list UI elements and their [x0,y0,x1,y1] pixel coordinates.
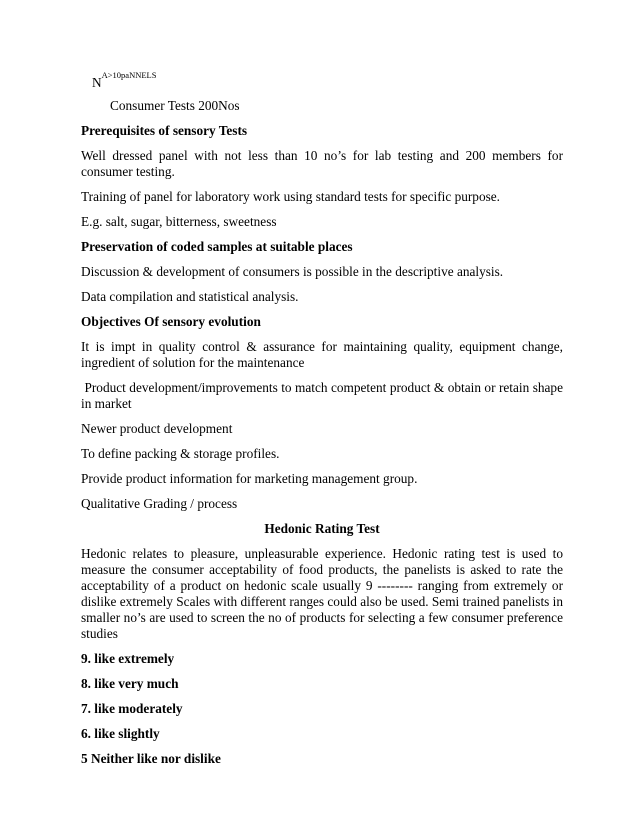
objectives-paragraph-6: Qualitative Grading / process [81,496,238,511]
objectives-heading: Objectives Of sensory evolution [81,314,261,329]
objectives-paragraph-2: Product development/improvements to match competent product & obtain or retain shape in market [81,380,567,411]
scale-item-7: 7. like moderately [81,701,183,716]
header-superscript: A>10paNNELS [101,70,157,80]
prerequisites-paragraph-2: Training of panel for laboratory work using standard tests for specific purpose. [81,189,501,204]
preservation-paragraph-1: Discussion & development of consumers is possible in the descriptive analysis. [81,264,504,279]
objectives-paragraph-5: Provide product information for marketing management group. [81,471,418,486]
scale-item-6: 6. like slightly [81,726,160,741]
prerequisites-paragraph-1: Well dressed panel with not less than 10 no’s for lab testing and 200 members for consumer testing. [81,148,563,179]
preservation-heading: Preservation of coded samples at suitable places [81,239,353,254]
hedonic-paragraph: Hedonic relates to pleasure, unpleasurable experience. Hedonic rating test is used to measure the consumer acceptability of food products, the panelists is asked to rate the acceptability of a product on hedonic scale usually 9 -------- ranging from extremely or dislike extremely Scales with different ranges could also be used. Semi trained panelists in smaller no’s are used to screen the no of products for selecting a few consumer preference studies [81,546,564,641]
scale-item-5: 5 Neither like nor dislike [81,751,221,766]
prerequisites-paragraph-3: E.g. salt, sugar, bitterness, sweetness [81,214,277,229]
consumer-tests-line: Consumer Tests 200Nos [110,98,240,113]
prerequisites-heading: Prerequisites of sensory Tests [81,123,248,138]
scale-item-9: 9. like extremely [81,651,175,666]
objectives-paragraph-4: To define packing & storage profiles. [81,446,280,461]
header-letter: N [92,75,102,90]
preservation-paragraph-2: Data compilation and statistical analysis. [81,289,299,304]
objectives-paragraph-3: Newer product development [81,421,233,436]
objectives-paragraph-1: It is impt in quality control & assurance for maintaining quality, equipment change, ingredient of solution for the maintenance [81,339,563,370]
scale-item-8: 8. like very much [81,676,179,691]
hedonic-title: Hedonic Rating Test [264,521,380,536]
panels-header [92,66,563,88]
document-page [81,66,567,767]
